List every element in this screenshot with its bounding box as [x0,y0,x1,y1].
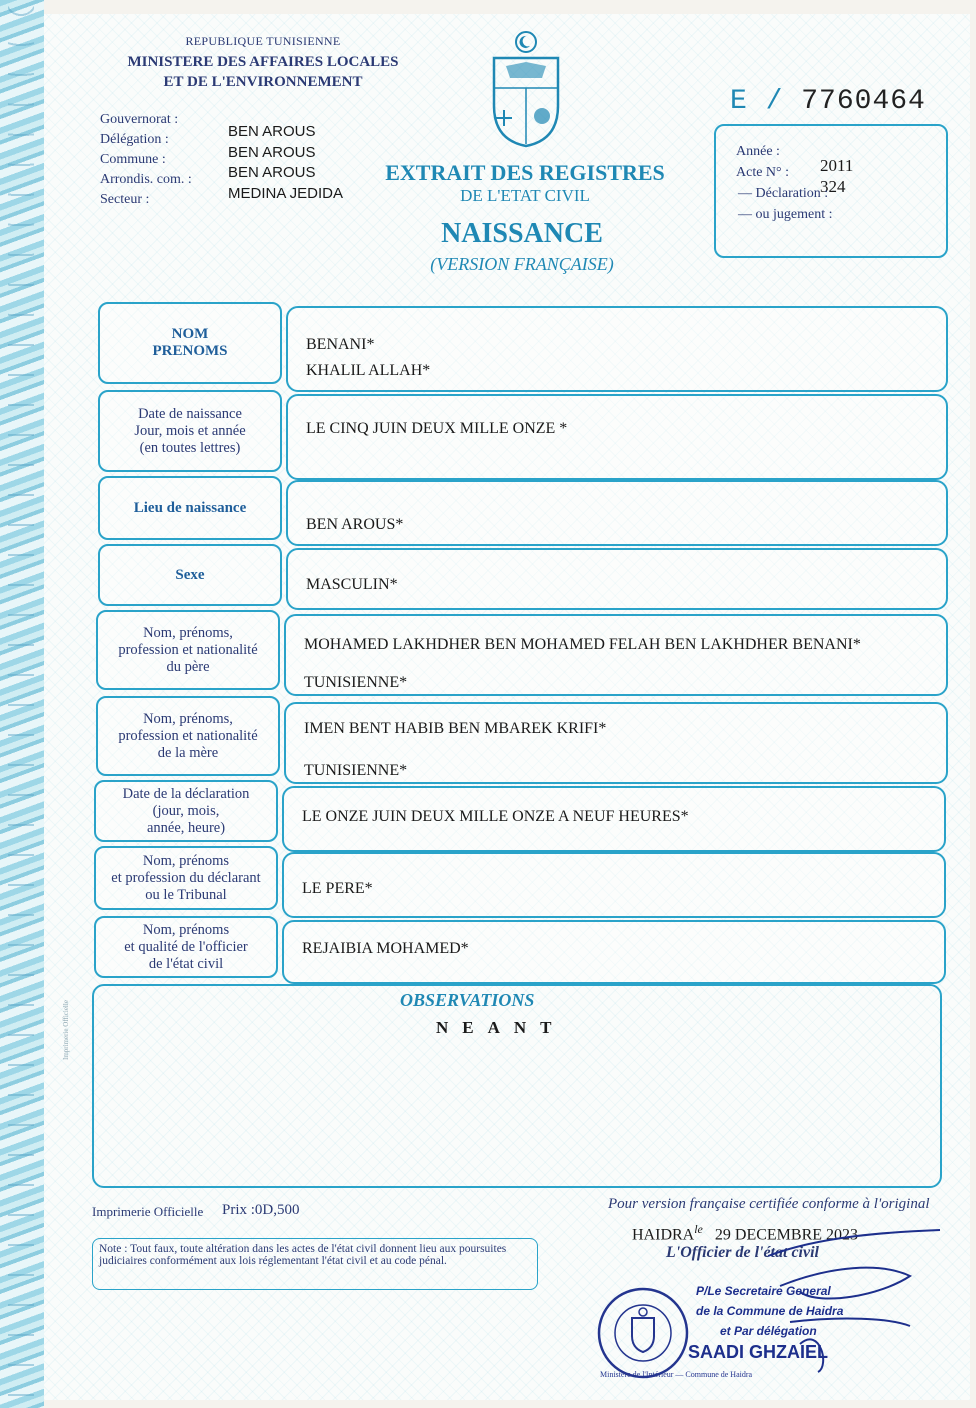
signature-line-3: et Par délégation [720,1324,817,1338]
cell-date-naissance [286,394,948,480]
officer-title: L'Officier de l'état civil [666,1244,819,1261]
value-officier: REJAIBIA MOHAMED* [302,940,469,957]
declaration-label: — Déclaration : [738,186,829,201]
official-stamp-icon [596,1286,753,1380]
label-secteur: Secteur : [100,192,150,207]
observations-title: OBSERVATIONS [400,990,535,1010]
document-title: EXTRAIT DES REGISTRES [385,160,665,185]
value-prenoms: KHALIL ALLAH* [306,362,431,379]
observations-value: NEANT [436,1018,566,1037]
label-date-naissance: Date de naissance Jour, mois et année (en toutes lettres) [98,390,282,472]
value-gouvernorat: BEN AROUS [228,123,316,140]
stamp-text: Ministère de l'Intérieur — Commune de Haidra [600,1370,753,1379]
label-sexe: Sexe [98,544,282,606]
register-number [730,86,926,117]
label-gouvernorat: Gouvernorat : [100,112,179,127]
observations-box [92,984,942,1188]
cell-date-declaration [282,786,946,852]
cell-lieu-naissance [286,480,948,546]
annee-value: 2011 [820,156,854,175]
issue-place: HAIDRA [632,1226,695,1244]
value-date-naissance: LE CINQ JUIN DEUX MILLE ONZE * [306,420,568,437]
value-declarant: LE PERE* [302,880,373,897]
document-subtitle: DE L'ETAT CIVIL [460,186,590,205]
label-lieu-naissance: Lieu de naissance [98,476,282,540]
signature-line-2: de la Commune de Haidra [696,1304,844,1318]
version-label: (VERSION FRANÇAISE) [430,254,614,274]
value-mere-nom: IMEN BENT HABIB BEN MBAREK KRIFI* [304,720,607,737]
imprimerie-label: Imprimerie Officielle [92,1204,204,1219]
handwritten-signature-icon [760,1226,950,1376]
signature-line-1: P/Le Secretaire General [696,1284,831,1298]
label-officier: Nom, prénoms et qualité de l'officier de l'état civil [94,916,278,978]
act-type-title: NAISSANCE [441,218,603,249]
signatory-name: SAADI GHZAIEL [688,1342,829,1362]
annee-label: Année : [736,144,780,159]
value-nom: BENANI* [306,336,375,353]
value-commune: BEN AROUS [228,164,316,181]
ministry-line-1: MINISTERE DES AFFAIRES LOCALES [127,54,399,70]
value-arrondissement: MEDINA JEDIDA [228,184,344,202]
label-date-declaration: Date de la déclaration (jour, mois, année, heure) [94,780,278,842]
certification-text: Pour version française certifiée conforme à l'original [608,1196,930,1212]
value-lieu-naissance: BEN AROUS* [306,516,404,533]
cell-mere [284,702,948,784]
label-arrondissement: Arrondis. com. : [100,172,192,187]
acte-label: Acte N° : [736,165,790,180]
label-declarant: Nom, prénoms et profession du déclarant ou le Tribunal [94,846,278,910]
cell-declarant [282,852,946,918]
cell-sexe [286,548,948,610]
value-delegation: BEN AROUS [228,143,316,161]
location-labels [100,110,192,210]
legal-note: Note : Tout faux, toute altération dans les actes de l'état civil donnent lieu aux poursuites judiciaires conformément aux lois réglementant l'état civil et au code pénal. [92,1238,538,1290]
label-delegation: Délégation : [100,132,169,147]
value-pere-nationalite: TUNISIENNE* [304,674,408,691]
label-pere: Nom, prénoms, profession et nationalité du père [96,610,280,690]
jugement-label: — ou jugement : [738,207,833,222]
register-number-value: 7760464 [801,86,926,117]
republic-label: REPUBLIQUE TUNISIENNE [185,34,341,48]
ministry-name [0,52,526,92]
label-mere: Nom, prénoms, profession et nationalité de la mère [96,696,280,776]
ministry-line-2: ET DE L'ENVIRONNEMENT [163,74,363,90]
acte-value: 324 [820,177,846,196]
label-commune: Commune : [100,152,166,167]
decorative-border [0,0,44,1408]
value-mere-nationalite: TUNISIENNE* [304,762,408,779]
issue-date: 29 DECEMBRE 2023 [714,1226,859,1244]
register-prefix: E / [730,86,784,117]
value-date-declaration: LE ONZE JUIN DEUX MILLE ONZE A NEUF HEURES* [302,808,689,825]
label-nom-prenoms: NOM PRENOMS [98,302,282,384]
prix-label: Prix :0D,500 [222,1202,300,1218]
location-values [228,122,343,204]
cell-officier [282,920,946,984]
value-pere-nom: MOHAMED LAKHDHER BEN MOHAMED FELAH BEN LAKHDHER BENANI* [304,636,861,653]
vertical-printer-mark: Imprimerie Officielle [62,1000,70,1060]
cell-pere [284,614,948,696]
value-sexe: MASCULIN* [306,576,398,593]
issue-place-sup: le [694,1222,703,1236]
cell-nom-prenoms [286,306,948,392]
tunisia-coat-of-arms-icon [486,30,566,150]
